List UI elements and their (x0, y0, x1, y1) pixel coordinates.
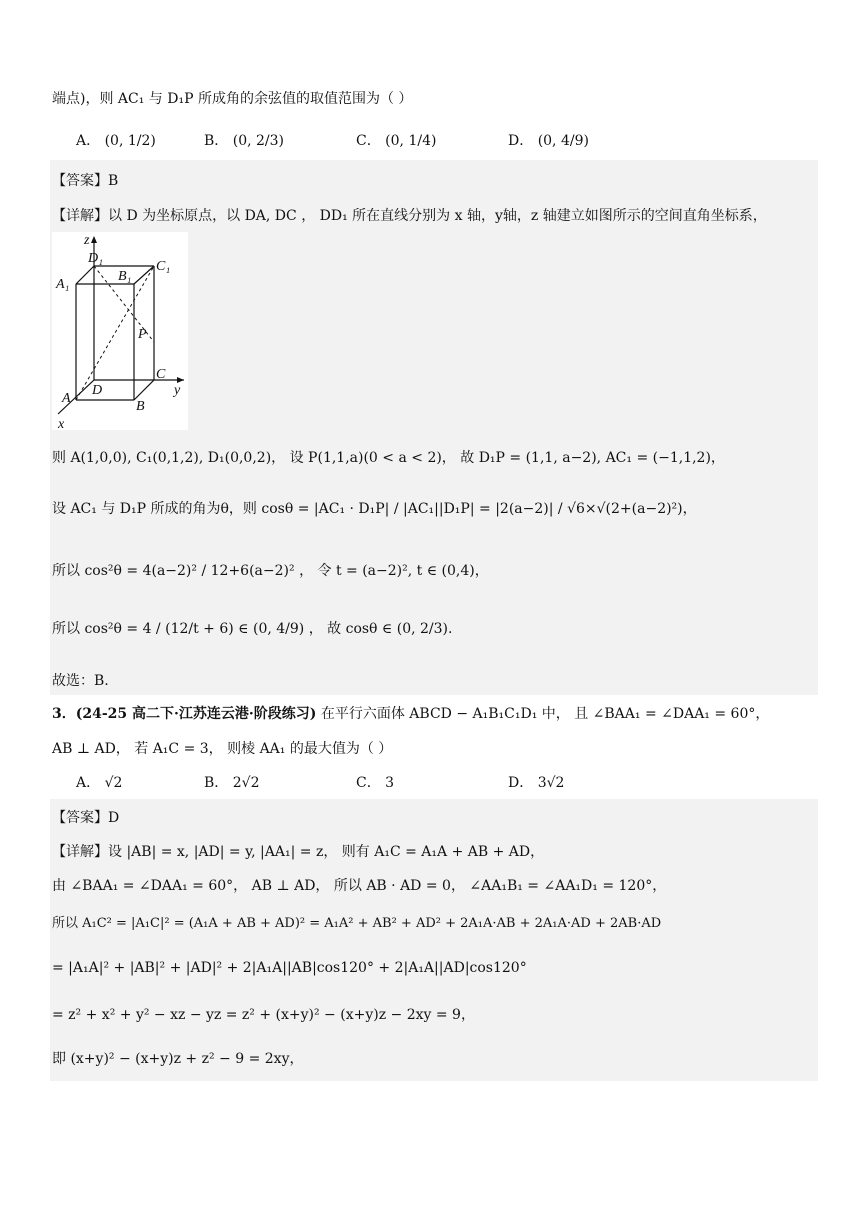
q3-option-b: B． 2√2 (204, 775, 260, 791)
q3-stem-1: 3．(24-25 高二下·江苏连云港·阶段练习) 在平行六面体 ABCD − A₁B₁C₁D₁ 中， 且 ∠BAA₁ = ∠DAA₁ = 60°， (52, 706, 770, 722)
cuboid-diagram (52, 232, 188, 430)
q2-conclusion: 故选：B. (52, 673, 109, 689)
q2-option-d: D． (0, 4/9) (508, 133, 589, 149)
q3-detail-3: 所以 A₁C² = |A₁C|² = (A₁A + AB + AD)² = A₁A² + AB² + AD² + 2A₁A·AB + 2A₁A·AD + 2AB·AD (52, 916, 662, 931)
q3-detail-2: 由 ∠BAA₁ = ∠DAA₁ = 60°， AB ⊥ AD， 所以 AB · AD = 0， ∠AA₁B₁ = ∠AA₁D₁ = 120°， (52, 878, 667, 894)
q2-option-c: C． (0, 1/4) (356, 133, 437, 149)
q2-coordinates: 则 A(1,0,0), C₁(0,1,2), D₁(0,0,2)， 设 P(1,1,a)(0 < a < 2)， 故 D₁P = (1,1, a−2), AC₁ = (−1,1,2)， (52, 450, 725, 466)
q3-option-c: C． 3 (356, 775, 395, 791)
q3-detail-6: 即 (x+y)² − (x+y)z + z² − 9 = 2xy， (52, 1051, 304, 1067)
label-a: A (62, 391, 71, 406)
label-d: D (92, 383, 103, 398)
q2-cos-range: 所以 cos²θ = 4 / (12/t + 6) ∈ (0, 4/9) ， 故 cosθ ∈ (0, 2/3). (52, 621, 453, 637)
q3-option-a: A． √2 (76, 775, 123, 791)
q2-cos-squared: 所以 cos²θ = 4(a−2)² / 12+6(a−2)² ， 令 t = (a−2)², t ∈ (0,4)， (52, 563, 489, 579)
q2-option-b: B． (0, 2/3) (204, 133, 285, 149)
q2-cos-formula: 设 AC₁ 与 D₁P 所成的角为θ，则 cosθ = |AC₁ · D₁P| / |AC₁||D₁P| = |2(a−2)| / √6×√(2+(a−2)²)， (52, 501, 697, 517)
q3-detail-5: = z² + x² + y² − xz − yz = z² + (x+y)² − (x+y)z − 2xy = 9， (52, 1007, 475, 1023)
q3-detail-1: 【详解】设 |AB| = x, |AD| = y, |AA₁| = z， 则有 A₁C = A₁A + AB + AD， (52, 844, 545, 860)
label-c: C (156, 367, 166, 382)
q2-detail-intro: 【详解】以 D 为坐标原点，以 DA, DC ， DD₁ 所在直线分别为 x 轴，y轴，z 轴建立如图所示的空间直角坐标系， (52, 208, 767, 224)
q3-option-d: D． 3√2 (508, 775, 565, 791)
cuboid-figure (52, 232, 188, 430)
label-d1: D₁ (88, 251, 103, 266)
q2-answer: 【答案】B (52, 173, 119, 189)
label-b1: B₁ (118, 269, 132, 284)
label-b: B (136, 399, 145, 414)
q3-detail-4: = |A₁A|² + |AB|² + |AD|² + 2|A₁A||AB|cos120° + 2|A₁A||AD|cos120° (52, 960, 527, 976)
label-c1: C₁ (156, 259, 171, 274)
label-z: z (84, 233, 90, 248)
label-p: P (138, 327, 147, 342)
q3-answer: 【答案】D (52, 810, 120, 826)
label-x: x (58, 417, 65, 430)
label-a1: A₁ (56, 277, 70, 292)
q3-header: 3．(24-25 高二下·江苏连云港·阶段练习) (52, 706, 317, 722)
label-y: y (174, 383, 181, 398)
q3-stem-2: AB ⊥ AD， 若 A₁C = 3， 则棱 AA₁ 的最大值为（ ） (52, 741, 393, 757)
question-tail: 端点)，则 AC₁ 与 D₁P 所成角的余弦值的取值范围为（ ） (52, 91, 413, 107)
q2-option-a: A． (0, 1/2) (76, 133, 156, 149)
